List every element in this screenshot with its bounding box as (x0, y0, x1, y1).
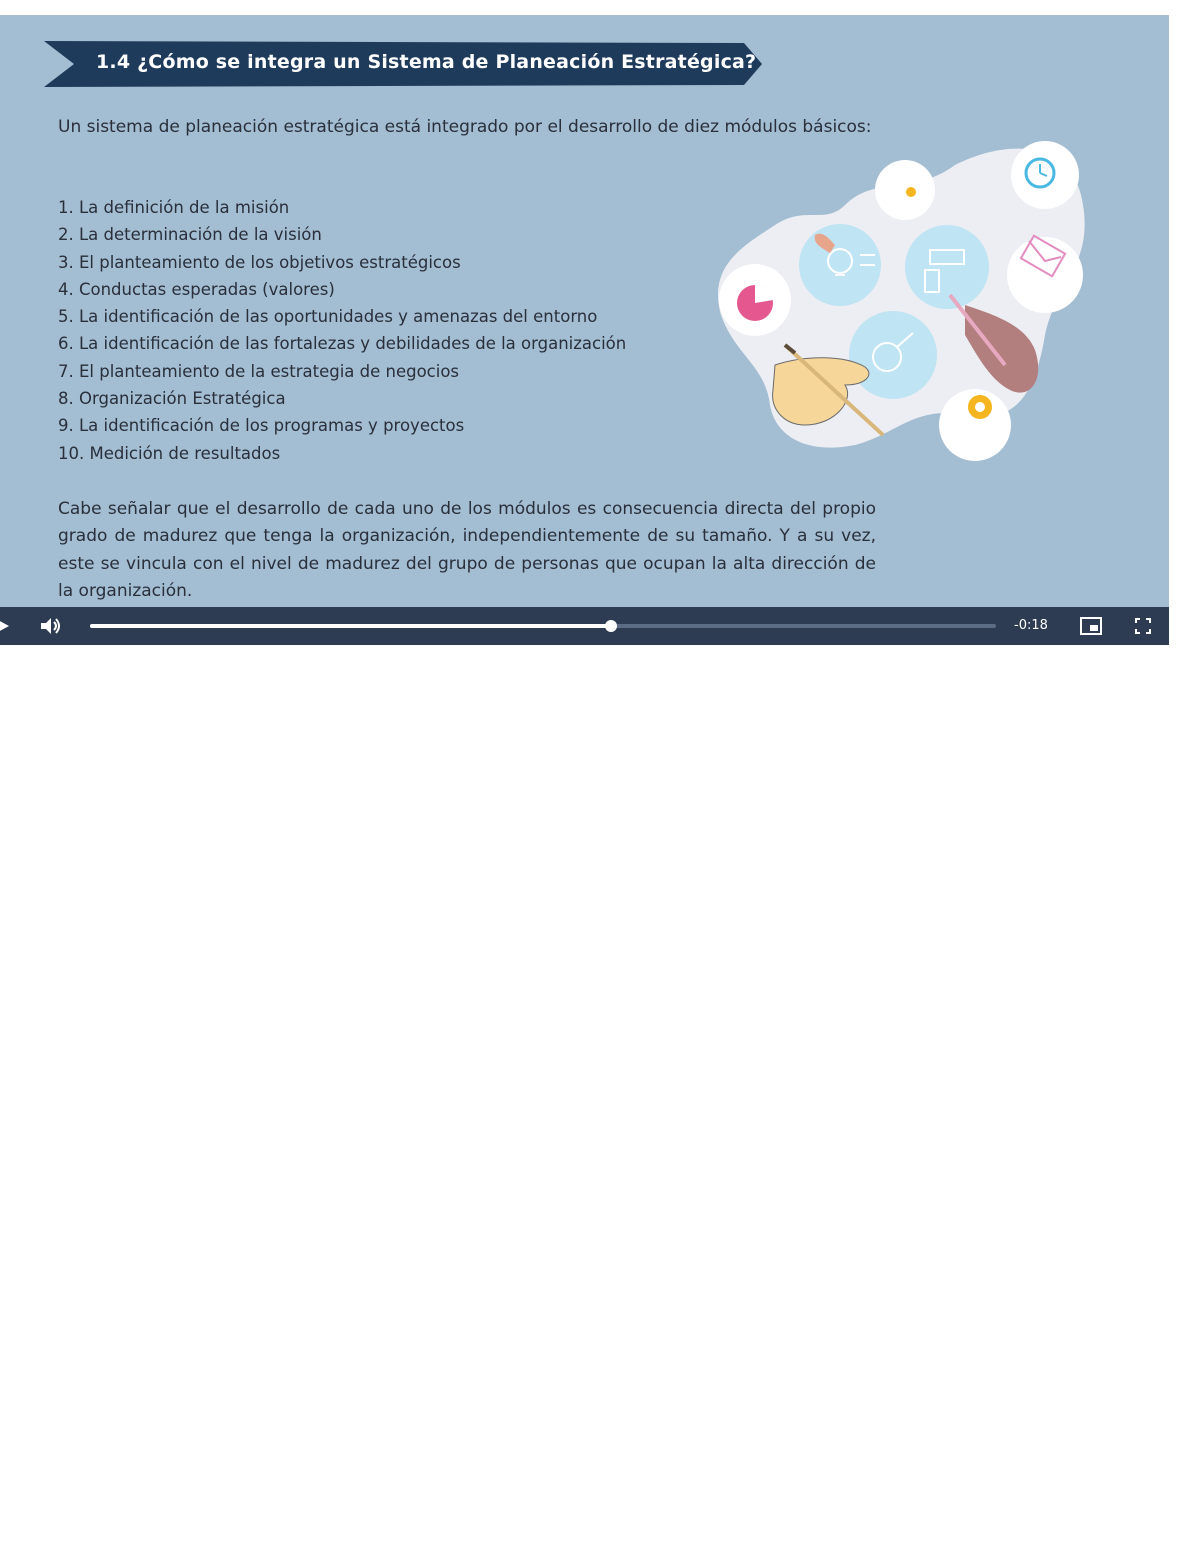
list-item: 9. La identificación de los programas y proyectos (58, 416, 465, 436)
intro-paragraph: Un sistema de planeación estratégica está integrado por el desarrollo de diez módulos básicos: (58, 117, 872, 137)
progress-bar[interactable] (90, 624, 996, 628)
play-button[interactable] (0, 607, 12, 645)
list-item: 7. El planteamiento de la estrategia de negocios (58, 361, 460, 381)
closing-paragraph: Cabe señalar que el desarrollo de cada uno de los módulos es consecuencia directa del propio grado de madurez que tenga la organización, independientemente de su tamaño. Y a su vez, este se vincula con el nivel de madurez del grupo de personas que ocupan la alta dirección de la organización. (58, 499, 876, 601)
list-item: 1. La definición de la misión (58, 198, 290, 217)
fullscreen-icon (1135, 618, 1151, 634)
progress-fill (90, 624, 611, 628)
list-item: 3. El planteamiento de los objetivos estratégicos (58, 252, 461, 272)
volume-icon (40, 617, 62, 635)
gear-icon (968, 395, 992, 419)
pie-chart-icon (737, 285, 773, 321)
play-icon (0, 618, 10, 634)
modules-list (58, 194, 626, 467)
slide-title: 1.4 ¿Cómo se integra un Sistema de Planeación Estratégica? (96, 51, 757, 73)
player-controlbar (0, 607, 1169, 645)
list-item: 5. La identificación de las oportunidades y amenazas del entorno (58, 307, 598, 327)
picture-in-picture-button[interactable] (1078, 607, 1104, 645)
list-item: 2. La determinación de la visión (58, 225, 322, 245)
time-remaining: -0:18 (1014, 618, 1048, 633)
picture-in-picture-icon (1080, 617, 1102, 635)
progress-handle[interactable] (605, 620, 617, 632)
list-item: 4. Conductas esperadas (valores) (58, 279, 335, 299)
fullscreen-button[interactable] (1132, 607, 1154, 645)
list-item: 10. Medición de resultados (58, 443, 281, 463)
video-player[interactable] (0, 15, 1169, 645)
slide-frame (0, 15, 1169, 607)
planning-illustration (715, 135, 1095, 479)
list-item: 8. Organización Estratégica (58, 389, 286, 409)
list-item: 6. La identificación de las fortalezas y debilidades de la organización (58, 334, 627, 354)
volume-button[interactable] (38, 607, 64, 645)
